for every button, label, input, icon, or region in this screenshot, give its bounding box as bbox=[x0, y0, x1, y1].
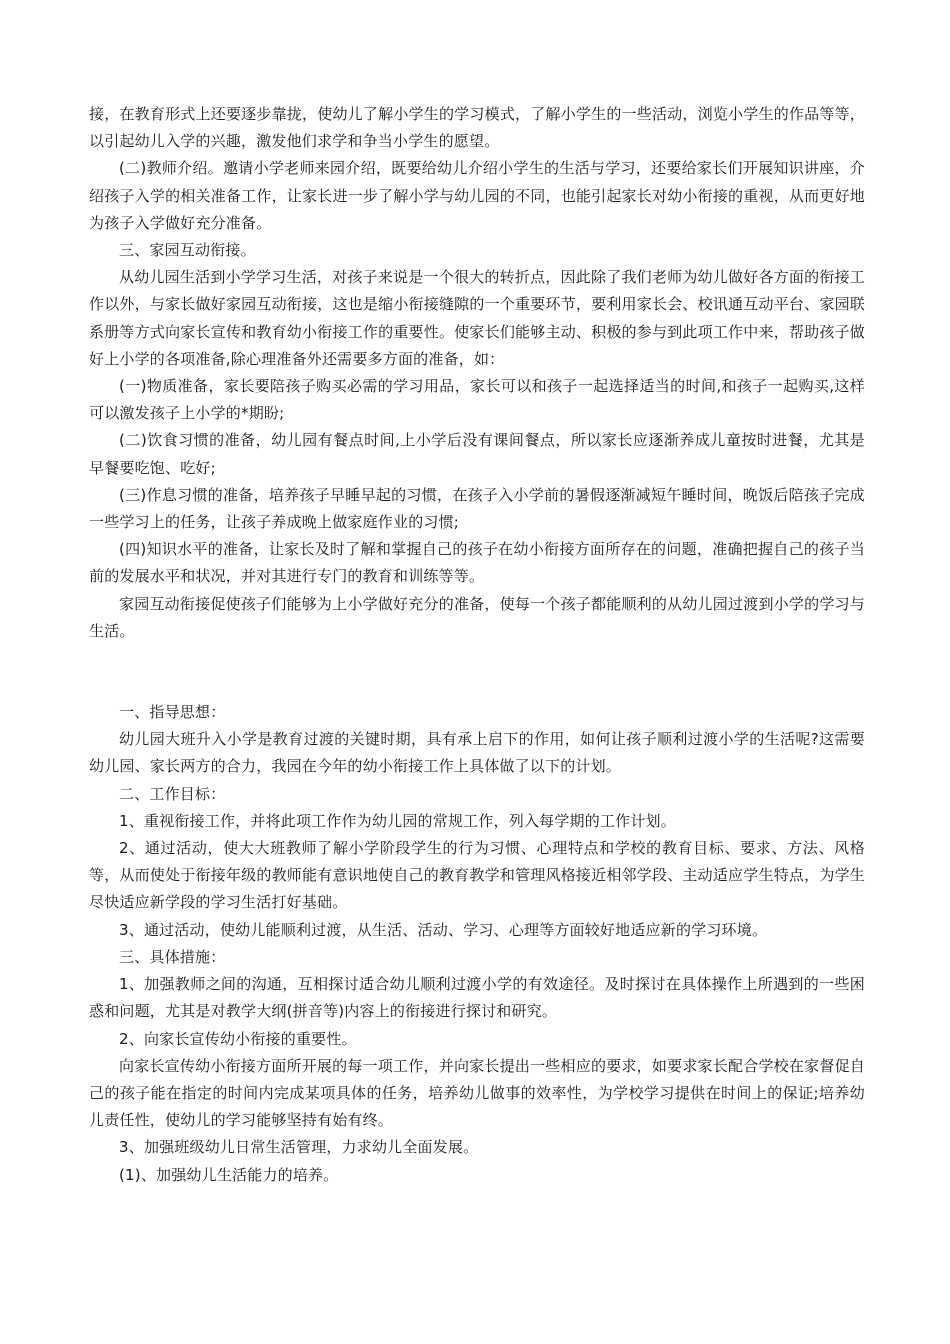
list-item: 2、向家长宣传幼小衔接的重要性。 bbox=[119, 1029, 357, 1048]
list-item: 1、重视衔接工作，并将此项工作作为幼儿园的常规工作，列入每学期的工作计划。 bbox=[119, 811, 676, 830]
paragraph: 从幼儿园生活到小学学习生活，对孩子来说是一个很大的转折点，因此除了我们老师为幼儿做好各方面的衔接工作以外，与家长做好家园互动衔接，这也是缩小衔接缝隙的一个重要环节，要利用家长会、校讯通互动平台、家园联系册等方式向家长宣传和教育幼小衔接工作的重要性。使家长们能够主动、积极的参与到此项工作中来，帮助孩子做好上小学的各项准备,除心理准备外还需要多方面的准备，如： bbox=[89, 268, 865, 368]
paragraph: 家园互动衔接促使孩子们能够为上小学做好充分的准备，使每一个孩子都能顺利的从幼儿园过渡到小学的学习与生活。 bbox=[89, 594, 865, 640]
section-heading: 一、指导思想： bbox=[119, 703, 226, 722]
list-item: (四)知识水平的准备，让家长及时了解和掌握自己的孩子在幼小衔接方面所存在的问题，准确把握自己的孩子当前的发展水平和状况，并对其进行专门的教育和训练等等。 bbox=[89, 540, 865, 586]
section-heading: 三、家园互动衔接。 bbox=[119, 241, 256, 260]
list-item: (二)饮食习惯的准备，幼儿园有餐点时间,上小学后没有课间餐点，所以家长应逐渐养成儿童按时进餐，尤其是早餐要吃饱、吃好; bbox=[89, 431, 865, 477]
paragraph: (二)教师介绍。邀请小学老师来园介绍，既要给幼儿介绍小学生的生活与学习，还要给家长们开展知识讲座，介绍孩子入学的相关准备工作，让家长进一步了解小学与幼儿园的不同，也能引起家长对幼小衔接的重视，从而更好地为孩子入学做好充分准备。 bbox=[89, 159, 865, 232]
list-item: 1、加强教师之间的沟通，互相探讨适合幼儿顺利过渡小学的有效途径。及时探讨在具体操作上所遇到的一些困惑和问题，尤其是对教学大纲(拼音等)内容上的衔接进行探讨和研究。 bbox=[89, 975, 865, 1021]
paragraph: 向家长宣传幼小衔接方面所开展的每一项工作，并向家长提出一些相应的要求，如要求家长配合学校在家督促自己的孩子能在指定的时间内完成某项具体的任务，培养幼儿做事的效率性，为学校学习提供在时间上的保证;培养幼儿责任性，使幼儿的学习能够坚持有始有终。 bbox=[89, 1056, 865, 1130]
list-item: (1)、加强幼儿生活能力的培养。 bbox=[119, 1165, 339, 1184]
list-item: 3、通过活动，使幼儿能顺利过渡，从生活、活动、学习、心理等方面较好地适应新的学习环境。 bbox=[119, 920, 768, 939]
list-item: 3、加强班级幼儿日常生活管理，力求幼儿全面发展。 bbox=[119, 1138, 479, 1157]
section-heading: 三、具体措施： bbox=[119, 947, 226, 966]
section-spacer bbox=[89, 645, 865, 699]
paragraph: 幼儿园大班升入小学是教育过渡的关键时期，具有承上启下的作用，如何让孩子顺利过渡小学的生活呢?这需要幼儿园、家长两方的合力，我园在今年的幼小衔接工作上具体做了以下的计划。 bbox=[89, 730, 865, 776]
list-item: (一)物质准备，家长要陪孩子购买必需的学习用品，家长可以和孩子一起选择适当的时间,和孩子一起购买,这样可以激发孩子上小学的*期盼; bbox=[89, 377, 865, 423]
paragraph: 接，在教育形式上还要逐步靠拢，使幼儿了解小学生的学习模式，了解小学生的一些活动，浏览小学生的作品等等，以引起幼儿入学的兴趣，激发他们求学和争当小学生的愿望。 bbox=[89, 105, 865, 151]
list-item: 2、通过活动，使大大班教师了解小学阶段学生的行为习惯、心理特点和学校的教育目标、要求、方法、风格等，从而使处于衔接年级的教师能有意识地使自己的教育教学和管理风格接近相邻学段、主动适应学生特点，为学生尽快适应新学段的学习生活打好基础。 bbox=[89, 839, 865, 912]
section-heading: 二、工作目标： bbox=[119, 784, 226, 803]
document-body bbox=[89, 101, 865, 1189]
list-item: (三)作息习惯的准备，培养孩子早睡早起的习惯，在孩子入小学前的暑假逐渐减短午睡时间，晚饭后陪孩子完成一些学习上的任务，让孩子养成晚上做家庭作业的习惯; bbox=[89, 485, 865, 532]
